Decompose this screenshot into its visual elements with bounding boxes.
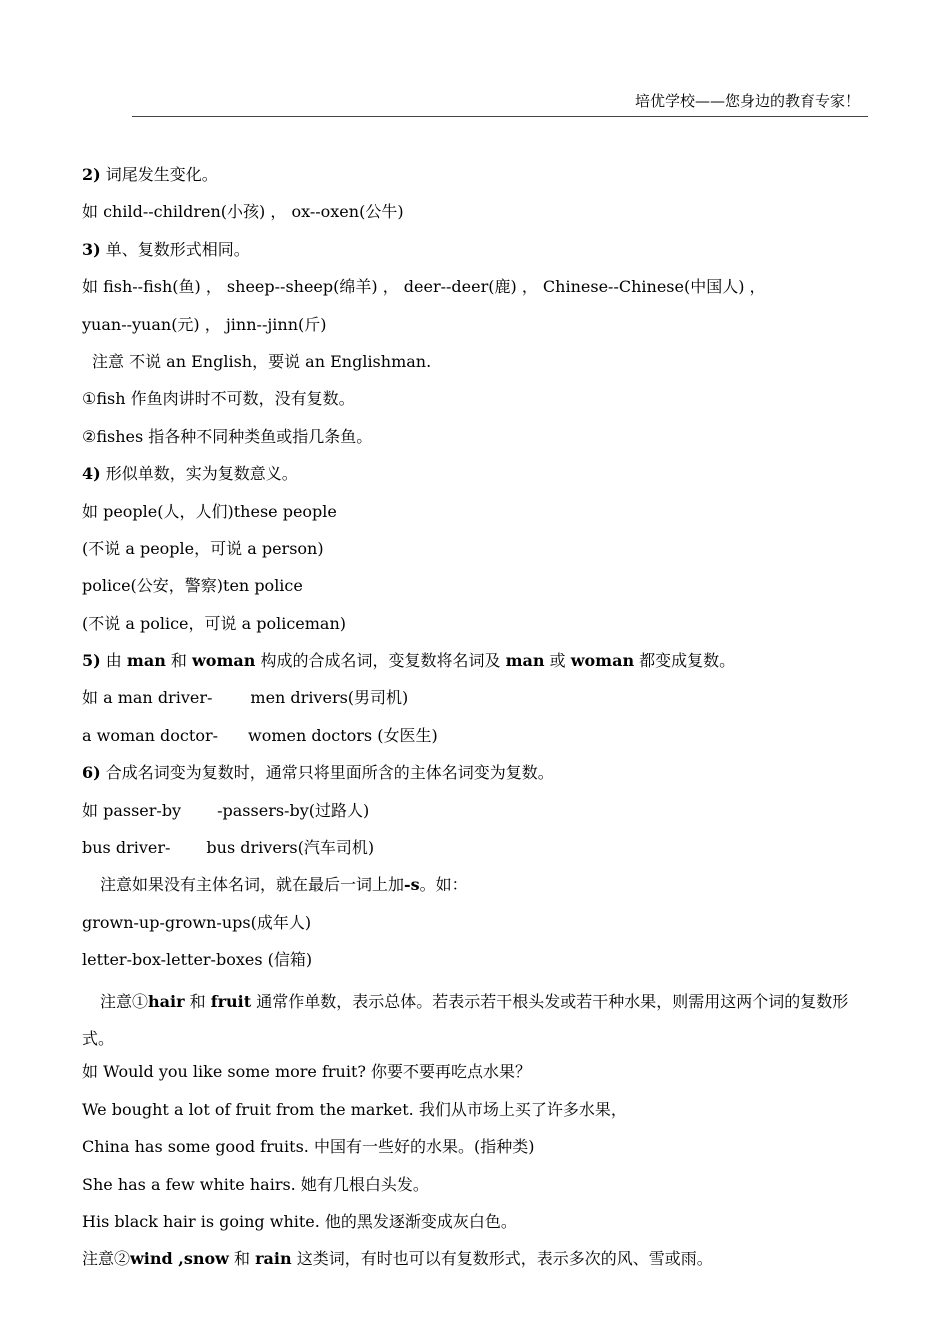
text-run: a woman doctor- — [82, 725, 219, 745]
example-line: 如 people(人，人们)these people — [82, 501, 337, 521]
example-line: 如 child--children(小孩) ， ox--oxen(公牛) — [82, 202, 404, 222]
example-line: (不说 a police，可说 a policeman) — [82, 613, 347, 633]
text-run: 都变成复数。 — [634, 651, 736, 671]
section-number: 4) — [82, 464, 101, 484]
note-paragraph — [82, 983, 872, 1058]
section-heading-4 — [82, 459, 872, 496]
example-line: grown-up-grown-ups(成年人) — [82, 912, 312, 932]
bold-term: woman — [570, 651, 635, 671]
example-line: 如 Would you like some more fruit? 你要不要再吃点水果？ — [82, 1062, 532, 1082]
text-run: 。如： — [419, 875, 468, 895]
note-item: ①fish 作鱼肉讲时不可数，没有复数。 — [82, 389, 355, 409]
section-heading-2 — [82, 160, 872, 197]
section-number: 3) — [82, 239, 101, 259]
example-line — [82, 833, 872, 870]
text-run: 或 — [544, 651, 571, 671]
section-heading-5 — [82, 646, 872, 683]
section-text: 形似单数，实为复数意义。 — [100, 464, 298, 484]
bold-term: -s — [404, 875, 420, 895]
text-run: 如 passer-by — [82, 800, 182, 820]
example-line — [82, 721, 872, 758]
text-run: 构成的合成名词，变复数将名词及 — [255, 651, 506, 671]
text-run: 和 — [165, 651, 193, 671]
document-body — [82, 160, 872, 1282]
header-divider — [132, 116, 868, 117]
text-run: women doctors (女医生) — [248, 725, 438, 745]
note-line: 注意 不说 an English，要说 an Englishman. — [92, 351, 432, 371]
section-number: 2) — [82, 165, 101, 184]
text-run: 注意② — [82, 1249, 131, 1269]
text-run: 注意如果没有主体名词，就在最后一词上加 — [100, 875, 405, 895]
text-run: 和 — [228, 1249, 256, 1269]
section-heading-3 — [82, 235, 872, 272]
example-line: (不说 a people，可说 a person) — [82, 538, 324, 558]
bold-term: rain — [255, 1249, 292, 1269]
bold-term: hair — [148, 991, 185, 1011]
example-line — [82, 683, 872, 720]
text-run: 注意① — [100, 991, 149, 1011]
example-line: We bought a lot of fruit from the market. 我们从市场上买了许多水果， — [82, 1099, 627, 1119]
text-run: 这类词，有时也可以有复数形式，表示多次的风、雪或雨。 — [291, 1249, 713, 1269]
text-run: bus driver- — [82, 838, 171, 858]
example-line: letter-box-letter-boxes (信箱) — [82, 950, 313, 970]
note-line — [82, 1244, 872, 1281]
text-run: men drivers(男司机) — [250, 688, 409, 708]
example-line: His black hair is going white. 他的黑发逐渐变成灰白色。 — [82, 1211, 517, 1231]
example-line: 如 fish--fish(鱼) ， sheep--sheep(绵羊) ， deer--deer(鹿) ， Chinese--Chinese(中国人) ， — [82, 277, 766, 297]
bold-term: woman — [192, 651, 256, 671]
text-run: 如 a man driver- — [82, 688, 213, 708]
section-text: 单、复数形式相同。 — [100, 239, 250, 259]
text-run: 由 — [100, 651, 127, 671]
example-line: She has a few white hairs. 她有几根白头发。 — [82, 1174, 429, 1194]
section-heading-6 — [82, 758, 872, 795]
example-line: China has some good fruits. 中国有一些好的水果。(指种类) — [82, 1137, 535, 1157]
bold-term: fruit — [210, 991, 252, 1011]
note-line — [82, 870, 872, 907]
example-line: yuan--yuan(元) ， jinn--jinn(斤) — [82, 314, 327, 334]
example-line: police(公安，警察)ten police — [82, 576, 303, 596]
note-item: ②fishes 指各种不同种类鱼或指几条鱼。 — [82, 426, 373, 446]
bold-term: man — [126, 651, 166, 671]
bold-term: wind ,snow — [130, 1249, 229, 1269]
section-number: 5) — [82, 651, 101, 671]
example-line — [82, 796, 872, 833]
text-run: 通常作单数，表示总体。若表示若干根头发或若干种水果，则需用这两个词的复数形式。 — [82, 991, 849, 1048]
bold-term: man — [505, 651, 545, 671]
section-text: 词尾发生变化。 — [100, 165, 218, 184]
text-run: bus drivers(汽车司机) — [206, 838, 375, 858]
section-number: 6) — [82, 763, 101, 783]
page-header-title: 培优学校——您身边的教育专家！ — [634, 92, 860, 110]
text-run: 和 — [184, 991, 211, 1011]
section-text: 合成名词变为复数时，通常只将里面所含的主体名词变为复数。 — [100, 763, 554, 783]
text-run: -passers-by(过路人) — [217, 800, 370, 820]
